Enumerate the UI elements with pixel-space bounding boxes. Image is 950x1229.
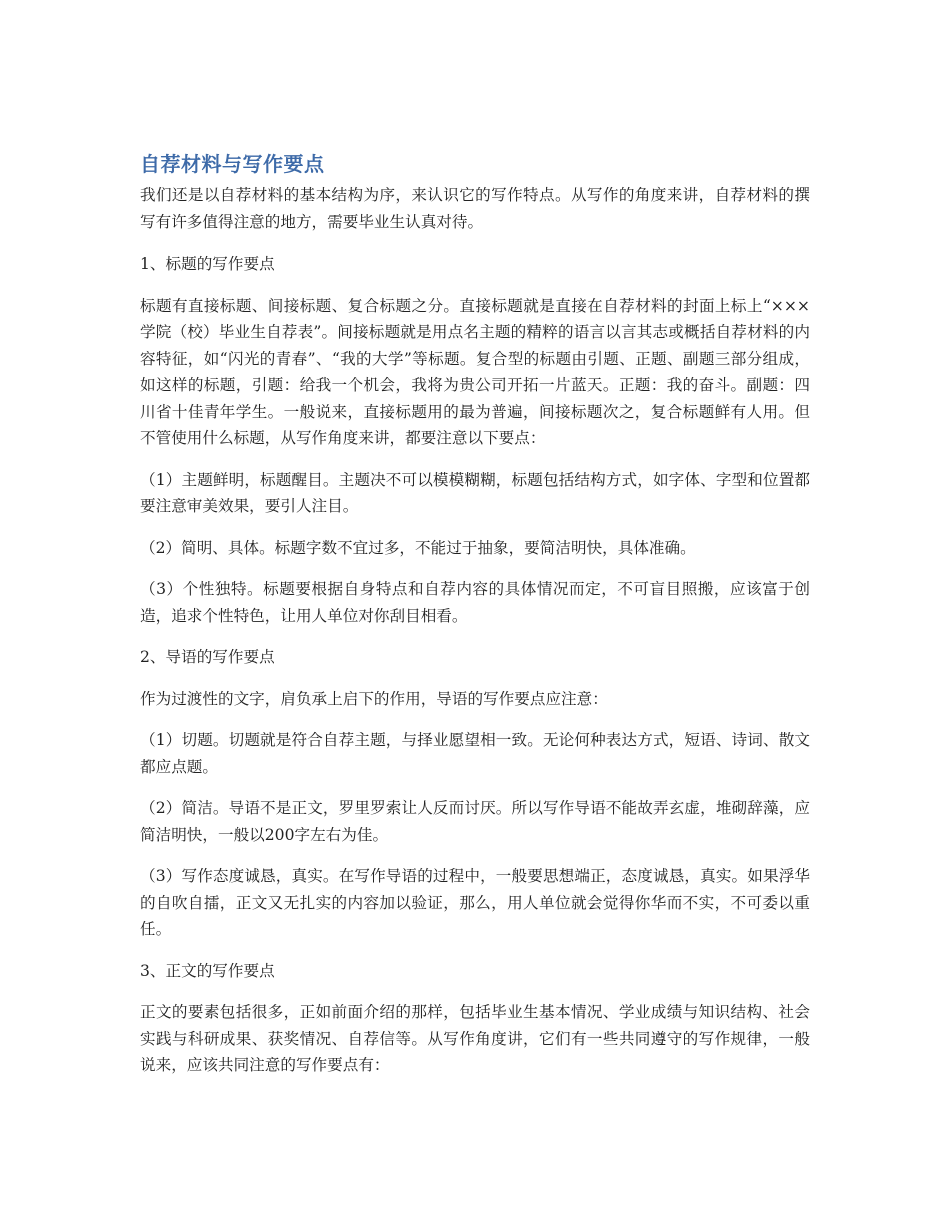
list-item-lead-2: （2）简洁。导语不是正文，罗里罗索让人反而讨厌。所以写作导语不能故弄玄虚，堆砌辞藻，应简洁明快，一般以200字左右为佳。 (140, 799, 810, 844)
section-heading-title-points: 1、标题的写作要点 (140, 255, 275, 273)
list-item-title-3: （3）个性独特。标题要根据自身特点和自荐内容的具体情况而定，不可盲目照搬，应该富于创造，追求个性特色，让用人单位对你刮目相看。 (140, 580, 810, 625)
section-heading-lead-points: 2、导语的写作要点 (140, 648, 275, 666)
list-item-title-2: （2）简明、具体。标题字数不宜过多，不能过于抽象，要简洁明快，具体准确。 (140, 538, 696, 557)
document-page (140, 150, 810, 1094)
paragraph-body-intro: 正文的要素包括很多，正如前面介绍的那样，包括毕业生基本情况、学业成绩与知识结构、社会实践与科研成果、获奖情况、自荐信等。从写作角度讲，它们有一些共同遵守的写作规律，一般说来，应该共同注意的写作要点有： (140, 1003, 810, 1074)
intro-paragraph: 我们还是以自荐材料的基本结构为序，来认识它的写作特点。从写作的角度来讲，自荐材料的撰写有许多值得注意的地方，需要毕业生认真对待。 (140, 186, 810, 231)
list-item-lead-1: （1）切题。切题就是符合自荐主题，与择业愿望相一致。无论何种表达方式，短语、诗词、散文都应点题。 (140, 731, 810, 776)
paragraph-title-types: 标题有直接标题、间接标题、复合标题之分。直接标题就是直接在自荐材料的封面上标上“×××学院（校）毕业生自荐表”。间接标题就是用点名主题的精粹的语言以言其志或概括自荐材料的内容特征，如“闪光的青春”、“我的大学”等标题。复合型的标题由引题、正题、副题三部分组成，如这样的标题，引题：给我一个机会，我将为贵公司开拓一片蓝天。正题：我的奋斗。副题：四川省十佳青年学生。一般说来，直接标题用的最为普遍，间接标题次之，复合标题鲜有人用。但不管使用什么标题，从写作角度来讲，都要注意以下要点： (140, 296, 810, 447)
list-item-lead-3: （3）写作态度诚恳，真实。在写作导语的过程中，一般要思想端正，态度诚恳，真实。如果浮华的自吹自擂，正文又无扎实的内容加以验证，那么，用人单位就会觉得你华而不实，不可委以重任。 (140, 867, 810, 938)
list-item-title-1: （1）主题鲜明，标题醒目。主题决不可以模模糊糊，标题包括结构方式，如字体、字型和位置都要注意审美效果，要引人注目。 (140, 470, 810, 515)
paragraph-lead-intro: 作为过渡性的文字，肩负承上启下的作用，导语的写作要点应注意： (140, 689, 608, 708)
document-title: 自荐材料与写作要点 (140, 152, 325, 176)
section-heading-body-points: 3、正文的写作要点 (140, 961, 275, 980)
